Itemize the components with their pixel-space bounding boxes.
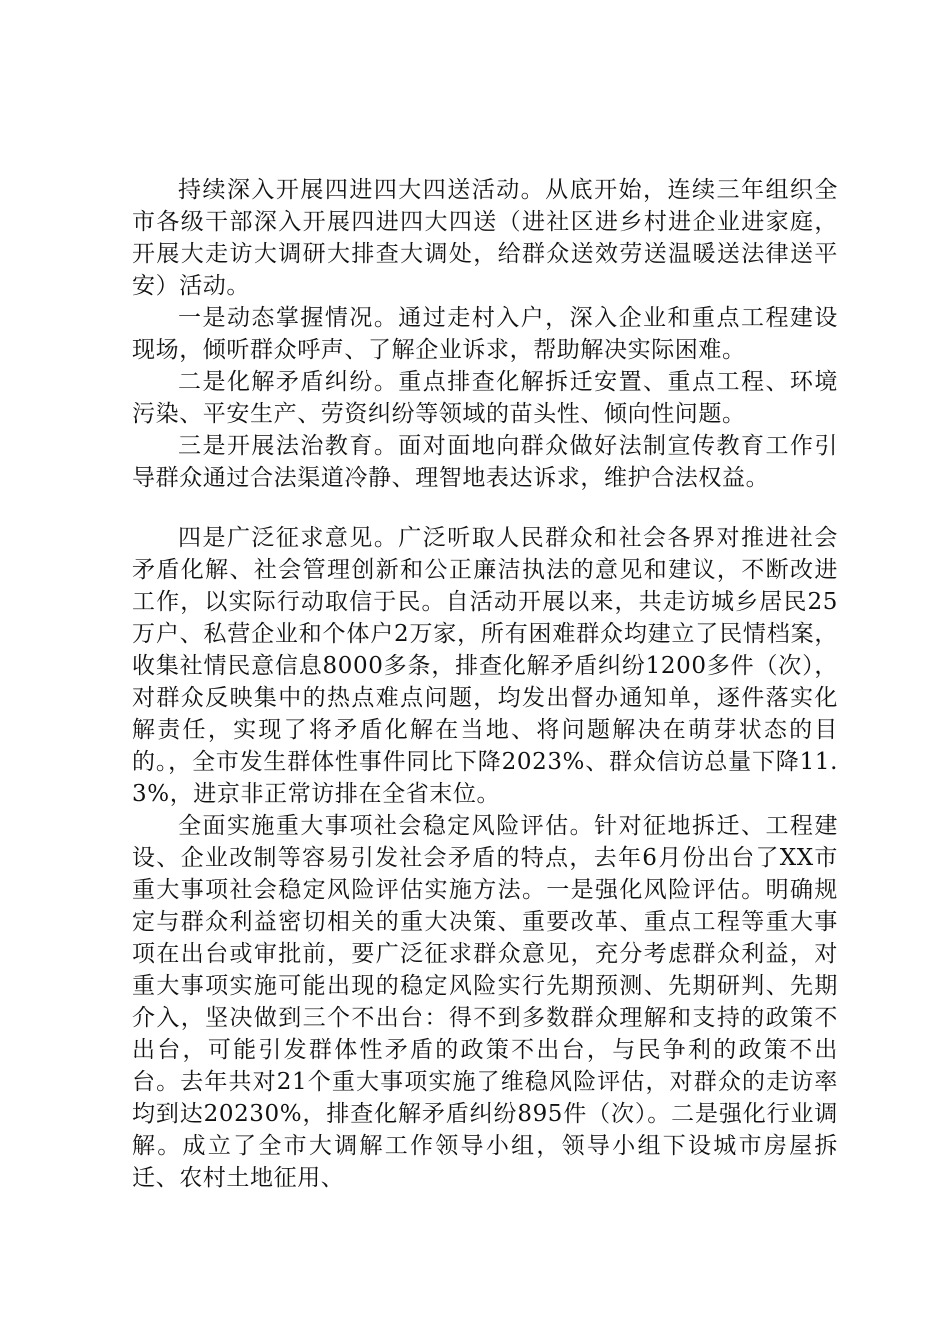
paragraph-four-advances-activity: 持续深入开展四进四大四送活动。从底开始，连续三年组织全市各级干部深入开展四进四大四送（进社区进乡村进企业进家庭，开展大走访大调研大排查大调处，给群众送效劳送温暖送法律送平安）活动。: [132, 177, 838, 299]
paragraph-dynamic-grasp: 一是动态掌握情况。通过走村入户，深入企业和重点工程建设现场，倾听群众呼声、了解企业诉求，帮助解决实际困难。: [132, 305, 838, 363]
paragraph-resolve-disputes: 二是化解矛盾纠纷。重点排查化解拆迁安置、重点工程、环境污染、平安生产、劳资纠纷等领域的苗头性、倾向性问题。: [132, 369, 838, 427]
paragraph-spacer: [132, 494, 838, 522]
paragraph-solicit-opinions: 四是广泛征求意见。广泛听取人民群众和社会各界对推进社会矛盾化解、社会管理创新和公正廉洁执法的意见和建议，不断改进工作，以实际行动取信于民。自活动开展以来，共走访城乡居民25万户、私营企业和个体户2万家，所有困难群众均建立了民情档案，收集社情民意信息8000多条，排查化解矛盾纠纷1200多件（次），对群众反映集中的热点难点问题，均发出督办通知单，逐件落实化解责任，实现了将矛盾化解在当地、将问题解决在萌芽状态的目的。，全市发生群体性事件同比下降2023%、群众信访总量下降11.3%，进京非正常访排在全省末位。: [132, 525, 838, 807]
document-body: [132, 174, 838, 1194]
paragraph-legal-education: 三是开展法治教育。面对面地向群众做好法制宣传教育工作引导群众通过合法渠道冷静、理智地表达诉求，维护合法权益。: [132, 433, 838, 491]
paragraph-risk-assessment: 全面实施重大事项社会稳定风险评估。针对征地拆迁、工程建设、企业改制等容易引发社会矛盾的特点，去年6月份出台了XX市重大事项社会稳定风险评估实施方法。一是强化风险评估。明确规定与群众利益密切相关的重大决策、重要改革、重点工程等重大事项在出台或审批前，要广泛征求群众意见，充分考虑群众利益，对重大事项实施可能出现的稳定风险实行先期预测、先期研判、先期介入，坚决做到三个不出台：得不到多数群众理解和支持的政策不出台，可能引发群体性矛盾的政策不出台，与民争利的政策不出台。去年共对21个重大事项实施了维稳风险评估，对群众的走访率均到达20230%，排查化解矛盾纠纷895件（次）。二是强化行业调解。成立了全市大调解工作领导小组，领导小组下设城市房屋拆迁、农村土地征用、: [132, 813, 838, 1191]
